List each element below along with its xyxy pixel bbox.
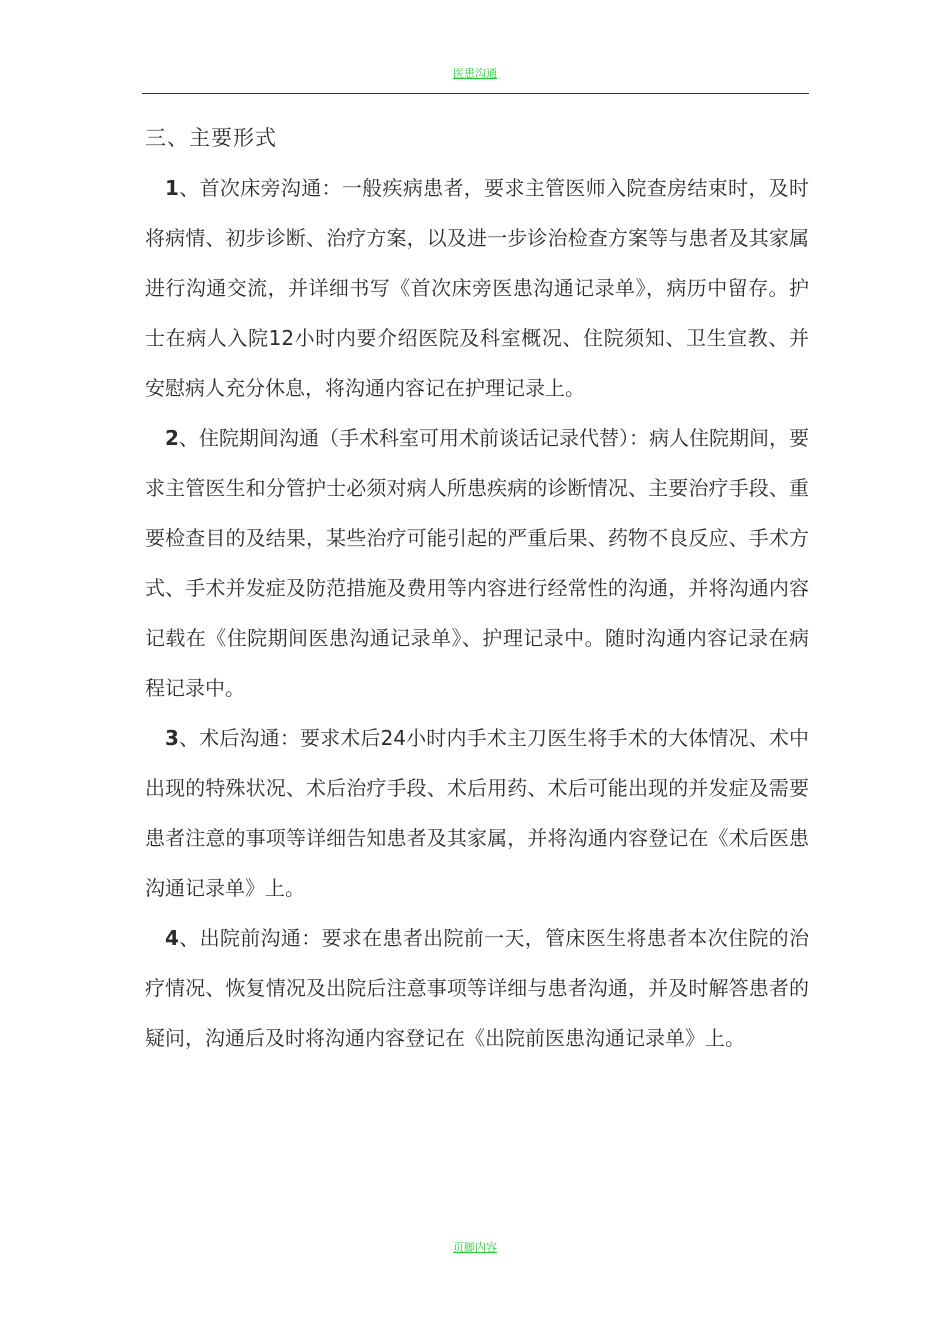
paragraph-pre-discharge-communication <box>145 913 809 1063</box>
page-header-link[interactable]: 医患沟通 <box>453 67 497 80</box>
paragraph-first-bedside-communication <box>145 163 809 413</box>
paragraph-text: 、住院期间沟通（手术科室可用术前谈话记录代替）：病人住院期间，要求主管医生和分管护士必须对病人所患疾病的诊断情况、主要治疗手段、重要检查目的及结果，某些治疗可能引起的严重后果、药物不良反应、手术方式、手术并发症及防范措施及费用等内容进行经常性的沟通，并将沟通内容记载在《住院期间医患沟通记录单》、护理记录中。随时沟通内容记录在病程记录中。 <box>145 426 809 700</box>
item-number: 1 <box>165 176 179 200</box>
paragraph-postoperative-communication <box>145 713 809 913</box>
page-footer-link[interactable]: 页脚内容 <box>453 1241 497 1254</box>
header-divider <box>142 93 809 94</box>
paragraph-text: 、术后沟通：要求术后24小时内手术主刀医生将手术的大体情况、术中出现的特殊状况、术后治疗手段、术后用药、术后可能出现的并发症及需要患者注意的事项等详细告知患者及其家属，并将沟通内容登记在《术后医患沟通记录单》上。 <box>145 726 809 900</box>
document-body <box>145 113 809 1063</box>
paragraph-text: 、出院前沟通：要求在患者出院前一天，管床医生将患者本次住院的治疗情况、恢复情况及出院后注意事项等详细与患者沟通，并及时解答患者的疑问，沟通后及时将沟通内容登记在《出院前医患沟通记录单》上。 <box>145 926 809 1050</box>
item-number: 2 <box>165 426 179 450</box>
paragraph-inpatient-communication <box>145 413 809 713</box>
item-number: 3 <box>165 726 179 750</box>
item-number: 4 <box>165 926 179 950</box>
section-title: 三、主要形式 <box>145 126 277 150</box>
paragraph-text: 、首次床旁沟通：一般疾病患者，要求主管医师入院查房结束时，及时将病情、初步诊断、治疗方案，以及进一步诊治检查方案等与患者及其家属进行沟通交流，并详细书写《首次床旁医患沟通记录单》，病历中留存。护士在病人入院12小时内要介绍医院及科室概况、住院须知、卫生宣教、并安慰病人充分休息，将沟通内容记在护理记录上。 <box>145 176 809 400</box>
